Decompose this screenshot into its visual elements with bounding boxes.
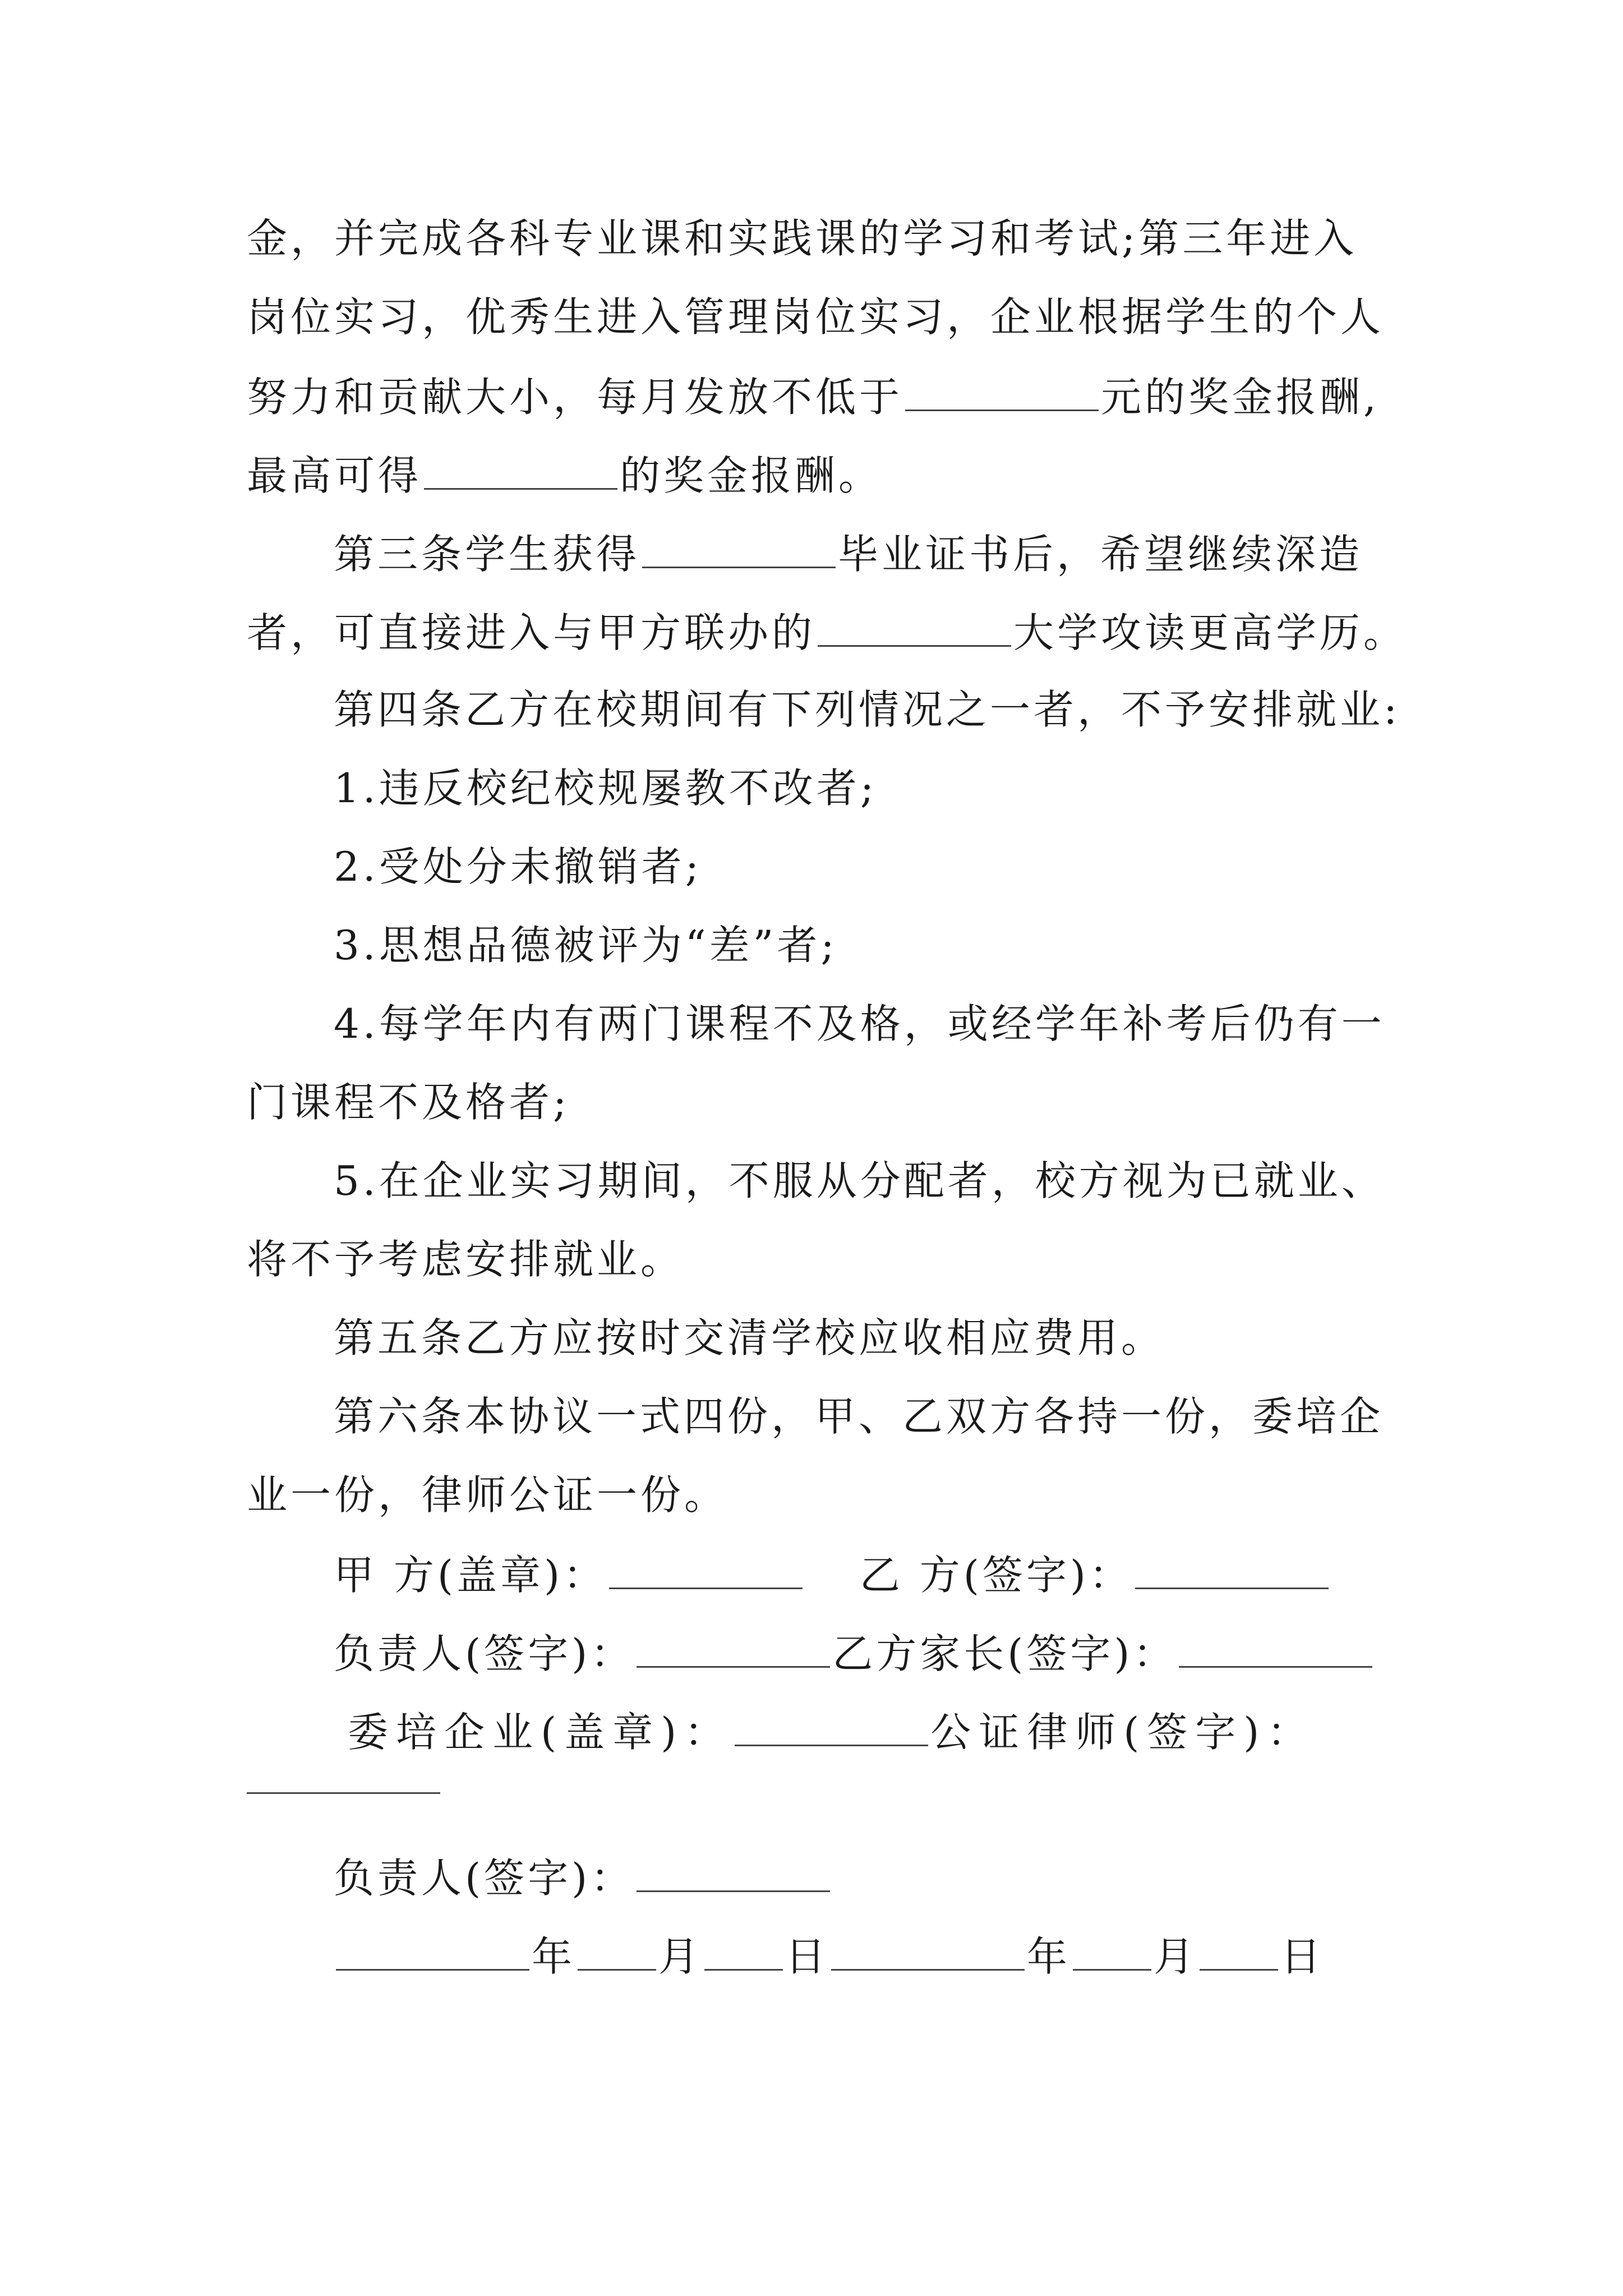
party-b-parent-blank[interactable]: [1179, 1627, 1372, 1668]
day-blank[interactable]: [1200, 1930, 1278, 1971]
article-five: [334, 1313, 1165, 1363]
text: 的奖金报酬。: [620, 452, 883, 499]
month-label: 月: [658, 1933, 703, 1980]
year-blank[interactable]: [336, 1930, 529, 1971]
party-b-label: 乙 方(签字)：: [859, 1552, 1133, 1599]
signature-row: [334, 1851, 832, 1903]
year-label: 年: [1027, 1933, 1071, 1980]
text: 2.受处分未撤销者;: [334, 843, 702, 890]
paragraph-line: [247, 292, 1384, 342]
article-four: [334, 684, 1400, 735]
entrusted-company-label: 委培企业(盖章)：: [348, 1709, 733, 1756]
text: 业一份，律师公证一份。: [247, 1471, 728, 1519]
fill-in-blank[interactable]: [818, 606, 1011, 647]
list-item: [334, 841, 702, 892]
day-blank[interactable]: [704, 1930, 783, 1971]
fill-in-blank[interactable]: [642, 527, 836, 568]
notary-lawyer-label: 公证律师(签字)：: [930, 1709, 1316, 1756]
paragraph-line: [247, 370, 1380, 422]
party-b-parent-label: 乙方家长(签字)：: [832, 1630, 1177, 1677]
responsible-person-label: 负责人(签字)：: [334, 1855, 635, 1902]
list-item: [334, 1156, 1385, 1206]
day-label: 日: [1280, 1933, 1325, 1980]
party-a-signature-blank[interactable]: [609, 1548, 803, 1589]
paragraph-line: [247, 606, 1407, 658]
year-label: 年: [532, 1933, 576, 1980]
paragraph-line: [247, 213, 1357, 264]
month-blank[interactable]: [578, 1930, 656, 1971]
date-row: [334, 1930, 1324, 1982]
text: 门课程不及格者;: [247, 1079, 570, 1126]
text: 5.在企业实习期间，不服从分配者，校方视为已就业、: [334, 1157, 1385, 1204]
text: 第五条乙方应按时交清学校应收相应费用。: [334, 1314, 1165, 1361]
text: 1.违反校纪校规屡教不改者;: [334, 765, 877, 812]
text: 第四条乙方在校期间有下列情况之一者，不予安排就业:: [334, 686, 1401, 733]
text: 最高可得: [247, 452, 422, 499]
day-label: 日: [785, 1933, 829, 1980]
responsible-person-blank[interactable]: [637, 1851, 830, 1892]
text: 元的奖金报酬,: [1101, 374, 1380, 421]
year-blank[interactable]: [831, 1930, 1025, 1971]
list-item-continued: [247, 1077, 570, 1128]
text: 大学攻读更高学历。: [1013, 609, 1408, 656]
text: 金，并完成各科专业课和实践课的学习和考试;第三年进入: [247, 215, 1358, 262]
article-six: [334, 1391, 1384, 1442]
list-item: [334, 763, 877, 813]
signature-row: [334, 1548, 1331, 1600]
text: 岗位实习，优秀生进入管理岗位实习，企业根据学生的个人: [247, 293, 1385, 341]
paragraph-line: [247, 1470, 728, 1520]
text: 3.思想品德被评为“差”者;: [334, 922, 838, 969]
list-item: [334, 920, 838, 970]
responsible-person-label: 负责人(签字)：: [334, 1630, 635, 1677]
text: 毕业证书后，希望继续深造: [838, 531, 1363, 578]
article-three: [334, 527, 1363, 579]
text: 者，可直接进入与甲方联办的: [247, 609, 816, 656]
list-item-continued: [247, 1234, 684, 1285]
text: 第六条本协议一式四份，甲、乙双方各持一份，委培企: [334, 1393, 1384, 1440]
list-item: [334, 999, 1385, 1049]
text: 第三条学生获得: [334, 531, 640, 578]
party-a-label: 甲 方(盖章)：: [334, 1552, 607, 1599]
signature-row: [348, 1705, 1315, 1757]
month-blank[interactable]: [1073, 1930, 1151, 1971]
text: 努力和贡献大小，每月发放不低于: [247, 374, 903, 421]
month-label: 月: [1154, 1933, 1198, 1980]
text: 将不予考虑安排就业。: [247, 1236, 685, 1283]
notary-lawyer-blank[interactable]: [247, 1792, 440, 1794]
fill-in-blank[interactable]: [424, 449, 617, 490]
fill-in-blank[interactable]: [905, 370, 1099, 411]
text: 4.每学年内有两门课程不及格，或经学年补考后仍有一: [334, 1000, 1385, 1047]
entrusted-company-blank[interactable]: [735, 1705, 928, 1746]
responsible-person-blank[interactable]: [637, 1627, 830, 1668]
signature-row: [334, 1627, 1375, 1679]
paragraph-line: [247, 449, 882, 501]
party-b-signature-blank[interactable]: [1135, 1548, 1329, 1589]
